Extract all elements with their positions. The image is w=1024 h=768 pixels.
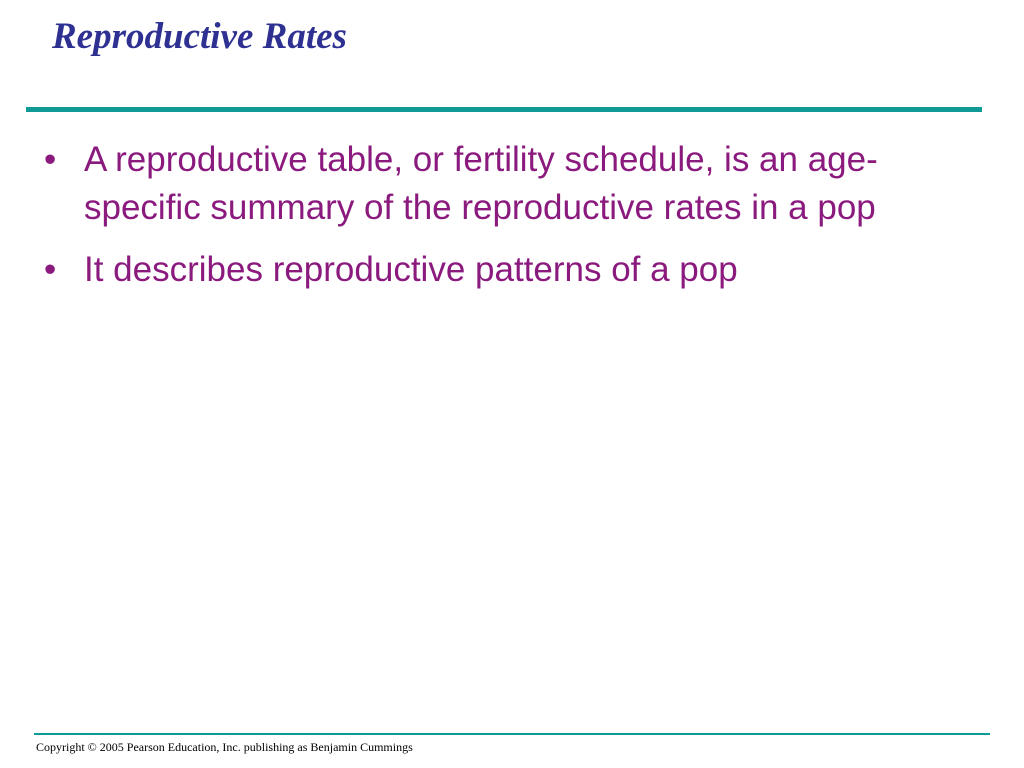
bullet-item	[44, 136, 984, 232]
bullet-marker-icon: •	[44, 140, 57, 179]
title-divider	[26, 107, 982, 112]
bullet-marker-icon: •	[44, 250, 57, 289]
footer-divider	[34, 733, 990, 735]
bullet-item	[44, 246, 984, 294]
slide-title: Reproductive Rates	[52, 16, 347, 57]
bullet-text: A reproductive table, or fertility schedule, is an age-specific summary of the reproductive rates in a pop	[84, 140, 878, 227]
copyright-footer: Copyright © 2005 Pearson Education, Inc. publishing as Benjamin Cummings	[36, 740, 413, 754]
bullet-list	[44, 136, 984, 308]
bullet-text: It describes reproductive patterns of a pop	[84, 250, 738, 289]
